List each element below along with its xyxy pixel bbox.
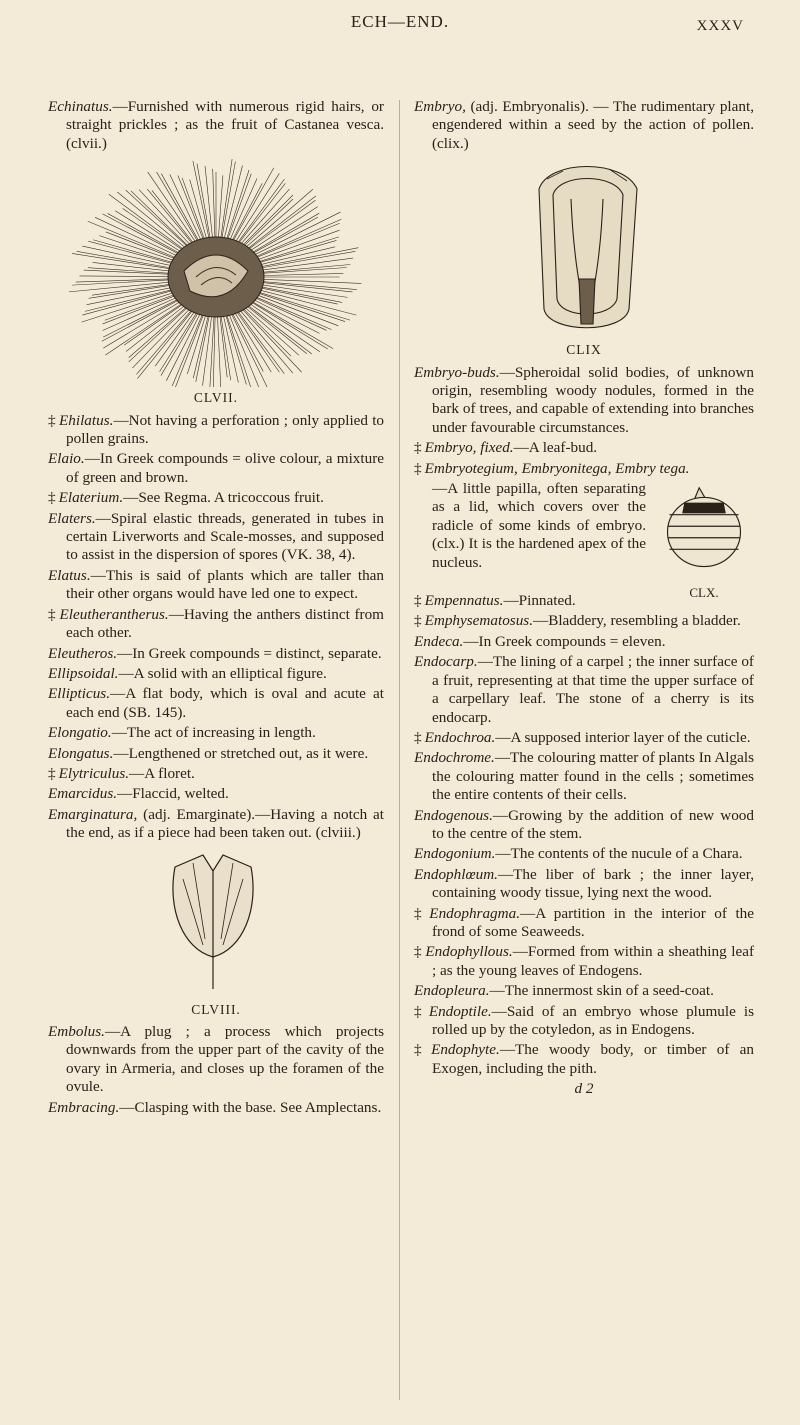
figure-clvii <box>48 159 384 407</box>
entry-term: Elatus. <box>48 566 91 584</box>
dictionary-entry <box>48 98 384 153</box>
entry-definition: —The contents of the nucule of a Chara. <box>495 845 743 863</box>
entry-term: Endochrome. <box>414 749 495 767</box>
entry-term: Embryo, fixed. <box>424 439 514 457</box>
obsolete-mark: ‡ <box>414 459 422 477</box>
dictionary-entry <box>414 845 754 863</box>
entry-term: Endocarp. <box>414 653 478 671</box>
dictionary-entry <box>414 729 754 747</box>
obsolete-mark: ‡ <box>414 943 423 961</box>
entry-term: Ellipsoidal. <box>48 664 119 682</box>
spine-stroke <box>253 219 341 258</box>
left-column <box>48 98 384 1119</box>
running-head: ECH—END. <box>350 12 450 31</box>
spine-stroke <box>72 254 173 270</box>
figure-caption: CLVII. <box>193 390 239 406</box>
spine-stroke <box>103 299 184 348</box>
entry-term: Endogenous. <box>414 806 493 824</box>
entry-term: Endophlœum. <box>414 865 498 883</box>
dictionary-entry <box>414 98 754 153</box>
entry-term: Embryo-buds. <box>414 363 500 381</box>
entry-definition: —The act of increasing in length. <box>111 724 316 742</box>
obsolete-mark: ‡ <box>414 728 422 746</box>
entry-definition: —Bladdery, resembling a bladder. <box>533 612 741 630</box>
spine-stroke <box>251 212 340 256</box>
dictionary-entry <box>414 460 754 478</box>
spine-stroke <box>260 274 343 276</box>
spine-stroke <box>205 166 213 238</box>
echinatus-fruit-illustration <box>66 159 366 387</box>
spine-stroke <box>247 302 320 352</box>
obsolete-mark: ‡ <box>414 1041 429 1059</box>
entry-term: Elaio. <box>48 450 85 468</box>
right-column <box>414 98 754 1099</box>
entry-term: Empennatus. <box>424 592 504 610</box>
entry-definition: —A leaf-bud. <box>513 439 598 457</box>
spine-stroke <box>131 191 191 249</box>
spine-stroke <box>105 293 180 321</box>
dictionary-entry <box>48 489 384 507</box>
entry-term: Eleutheros. <box>48 644 118 662</box>
spine-stroke <box>218 317 222 387</box>
obsolete-mark: ‡ <box>48 411 56 429</box>
entry-definition: —The colouring matter of plants In Algals the colouring matter found in the cells ; sometimes the entire contents of their cells. <box>432 749 754 804</box>
spine-stroke <box>170 175 202 242</box>
dictionary-entry <box>414 633 754 651</box>
spine-stroke <box>89 285 177 299</box>
spine-stroke <box>213 169 215 238</box>
signature-mark: d 2 <box>574 1080 594 1098</box>
embryotega-illustration <box>654 484 754 580</box>
entry-term: Echinatus. <box>48 98 113 115</box>
dictionary-entry <box>414 866 754 903</box>
dictionary-entry <box>48 785 384 803</box>
spine-stroke <box>243 195 293 245</box>
dictionary-entry <box>48 685 384 722</box>
entry-term: Elongatio. <box>48 724 112 742</box>
entry-definition: —In Greek compounds = eleven. <box>463 632 666 650</box>
entry-definition: —A partition in the interior of the frond of some Seaweeds. <box>432 904 754 940</box>
dictionary-entry <box>414 749 754 804</box>
entry-definition: —Spheroidal solid bodies, of unknown origin, resembling woody nodules, formed in the bark of trees, and capable of extending into branches under favourable circumstances. <box>432 363 754 436</box>
entry-term: Endophragma. <box>429 904 520 922</box>
obsolete-mark: ‡ <box>414 1002 426 1020</box>
dictionary-entry <box>48 1099 384 1117</box>
spine-stroke <box>126 190 188 247</box>
entry-definition: —Clasping with the base. See Amplectans. <box>119 1098 382 1116</box>
entry-definition: —Having the anthers distinct from each other. <box>66 605 384 642</box>
dictionary-entry <box>48 450 384 487</box>
entry-definition: —A plug ; a process which projects downwards from the upper part of the cavity of the ovary in Armeria, and closes up the foramen of the ovule. <box>66 1022 384 1096</box>
dictionary-entry <box>48 1023 384 1097</box>
entry-term: Emphysematosus. <box>424 612 534 630</box>
spine-stroke <box>178 176 204 240</box>
obsolete-mark: ‡ <box>414 904 427 922</box>
entry-term: Endopleura. <box>414 982 490 1000</box>
dictionary-entry <box>48 765 384 783</box>
spine-stroke <box>129 305 189 358</box>
entry-text: —A little papilla, often separating as a lid, which covers over the radicle of some kinds of embryo. (clx.) It is the hardened apex of the nucleus. <box>432 480 646 571</box>
figure-caption: CLIX <box>566 342 602 358</box>
spine-stroke <box>248 213 319 255</box>
spine-stroke <box>243 189 313 249</box>
entry-definition: —This is said of plants which are taller than their other organs would have led one to expect. <box>66 566 384 603</box>
figure-caption: CLX. <box>689 585 719 601</box>
entry-term: Embracing. <box>48 1098 120 1116</box>
entry-definition: (adj. Emarginate).—Having a notch at the end, as if a piece had been taken out. (clviii.) <box>66 805 384 842</box>
entry-term: Ellipticus. <box>48 685 111 703</box>
dictionary-entry <box>48 745 384 763</box>
entry-term: Endogonium. <box>414 845 496 863</box>
spine-stroke <box>172 313 203 386</box>
entry-definition: —Spiral elastic threads, generated in tubes in certain Liverworts and Scale-mosses, and supposed to assist in the dispersion of spores (VK. 38, 4). <box>66 509 384 564</box>
spine-stroke <box>240 189 289 245</box>
dictionary-entry <box>48 806 384 843</box>
spine-stroke <box>108 214 181 254</box>
obsolete-mark: ‡ <box>414 612 422 630</box>
figure-clx <box>654 484 754 601</box>
entry-term: Endoptile. <box>428 1002 492 1020</box>
dictionary-entry <box>414 905 754 942</box>
entry-definition: —Pinnated. <box>503 592 576 610</box>
entry-term: Endeca. <box>414 632 464 650</box>
dictionary-entry <box>48 645 384 663</box>
obsolete-mark: ‡ <box>414 439 422 457</box>
entry-definition: —See Regma. A tricoccous fruit. <box>123 489 324 507</box>
dictionary-entry <box>48 567 384 604</box>
entry-term: Endophyte. <box>431 1041 500 1059</box>
spine-stroke <box>259 285 347 298</box>
entry-definition: —Lengthened or stretched out, as it were. <box>113 744 369 762</box>
dictionary-entry <box>48 510 384 565</box>
entry-definition: —Said of an embryo whose plumule is rolled up by the cotyledon, as in Endogens. <box>432 1002 755 1038</box>
entry-term: Emarginatura, <box>48 805 138 823</box>
entry-term: Eleutherantherus. <box>59 605 169 623</box>
entry-definition: —The lining of a carpel ; the inner surface of a fruit, representing at that time the upper surface of a carpellary leaf. The stone of a cherry is its endocarp. <box>432 653 754 726</box>
entry-term: Elaterium. <box>58 489 124 507</box>
dictionary-entry <box>414 612 754 630</box>
entry-definition: —A flat body, which is oval and acute at each end (SB. 145). <box>66 685 384 721</box>
dictionary-entry <box>414 1041 754 1078</box>
dictionary-entry <box>48 412 384 449</box>
embryo-seed-illustration <box>519 159 654 339</box>
obsolete-mark: ‡ <box>48 605 57 623</box>
emarginate-leaf-illustration <box>153 849 273 999</box>
obsolete-mark: ‡ <box>48 764 56 782</box>
entry-definition: (adj. Embryonalis). — The rudimentary plant, engendered within a seed by the action of pollen. (clix.) <box>432 98 754 152</box>
spine-stroke <box>123 209 186 253</box>
entry-definition: —Growing by the addition of new wood to the centre of the stem. <box>432 806 754 842</box>
dictionary-entry <box>414 807 754 844</box>
entry-definition: —The liber of bark ; the inner layer, containing woody tissue, lying next the wood. <box>432 865 754 902</box>
entry-definition: —Flaccid, welted. <box>117 785 229 803</box>
entry-term: Elongatus. <box>48 744 114 762</box>
entry-definition: —In Greek compounds = olive colour, a mixture of green and brown. <box>66 450 384 486</box>
spine-stroke <box>80 276 176 277</box>
dictionary-entry <box>414 439 754 457</box>
entry-definition: —Formed from within a sheathing leaf ; as the young leaves of Endogens. <box>432 943 755 979</box>
obsolete-mark: ‡ <box>48 489 56 507</box>
spine-stroke <box>218 176 223 241</box>
spine-stroke <box>221 315 231 381</box>
entry-term: Endophyllous. <box>425 943 513 961</box>
figure-caption: CLVIII. <box>191 1001 241 1017</box>
page-number: XXXV <box>696 18 744 34</box>
column-divider <box>399 100 400 1400</box>
spine-stroke <box>231 311 263 371</box>
entry-definition: —The woody body, or timber of an Exogen, including the pith. <box>432 1041 755 1077</box>
entry-term: Elaters. <box>48 509 96 527</box>
spine-stroke <box>85 289 175 311</box>
dictionary-entry <box>414 1003 754 1040</box>
entry-definition: —In Greek compounds = distinct, separate. <box>117 644 382 662</box>
dictionary-entry <box>414 982 754 1000</box>
figure-clviii <box>48 849 384 1019</box>
entry-term: Embryotegium, Embryonitega, Embry tega. <box>424 459 690 477</box>
figure-clix <box>414 159 754 359</box>
dictionary-entry <box>48 606 384 643</box>
obsolete-mark: ‡ <box>414 592 422 610</box>
spine-stroke <box>93 263 174 272</box>
spine-stroke <box>257 279 361 283</box>
dictionary-entry <box>414 943 754 980</box>
spine-stroke <box>246 305 307 354</box>
spine-stroke <box>224 166 242 238</box>
entry-term: Embryo, <box>414 98 466 115</box>
dictionary-entry <box>414 653 754 727</box>
entry-term: Endochroa. <box>424 728 496 746</box>
spine-stroke <box>161 313 198 375</box>
entry-term: Emarcidus. <box>48 785 118 803</box>
dictionary-entry <box>48 665 384 683</box>
dictionary-entry <box>414 364 754 438</box>
entry-definition: —Furnished with numerous rigid hairs, or straight prickles ; as the fruit of Castanea vesca. (clvii.) <box>66 98 384 152</box>
entry-term: Ehilatus. <box>59 411 114 429</box>
entry-term: Elytriculus. <box>58 764 130 782</box>
dictionary-entry <box>48 724 384 742</box>
entry-definition: —Not having a perforation ; only applied to pollen grains. <box>66 411 385 448</box>
spine-stroke <box>257 247 335 266</box>
spine-stroke <box>220 316 227 378</box>
entry-definition: —A supposed interior layer of the cuticle. <box>495 728 751 746</box>
entry-term: Embolus. <box>48 1022 105 1040</box>
entry-definition: —The innermost skin of a seed-coat. <box>489 982 714 1000</box>
entry-definition: —A floret. <box>129 764 195 782</box>
entry-definition: —A solid with an elliptical figure. <box>118 664 327 682</box>
spine-stroke <box>222 162 236 239</box>
